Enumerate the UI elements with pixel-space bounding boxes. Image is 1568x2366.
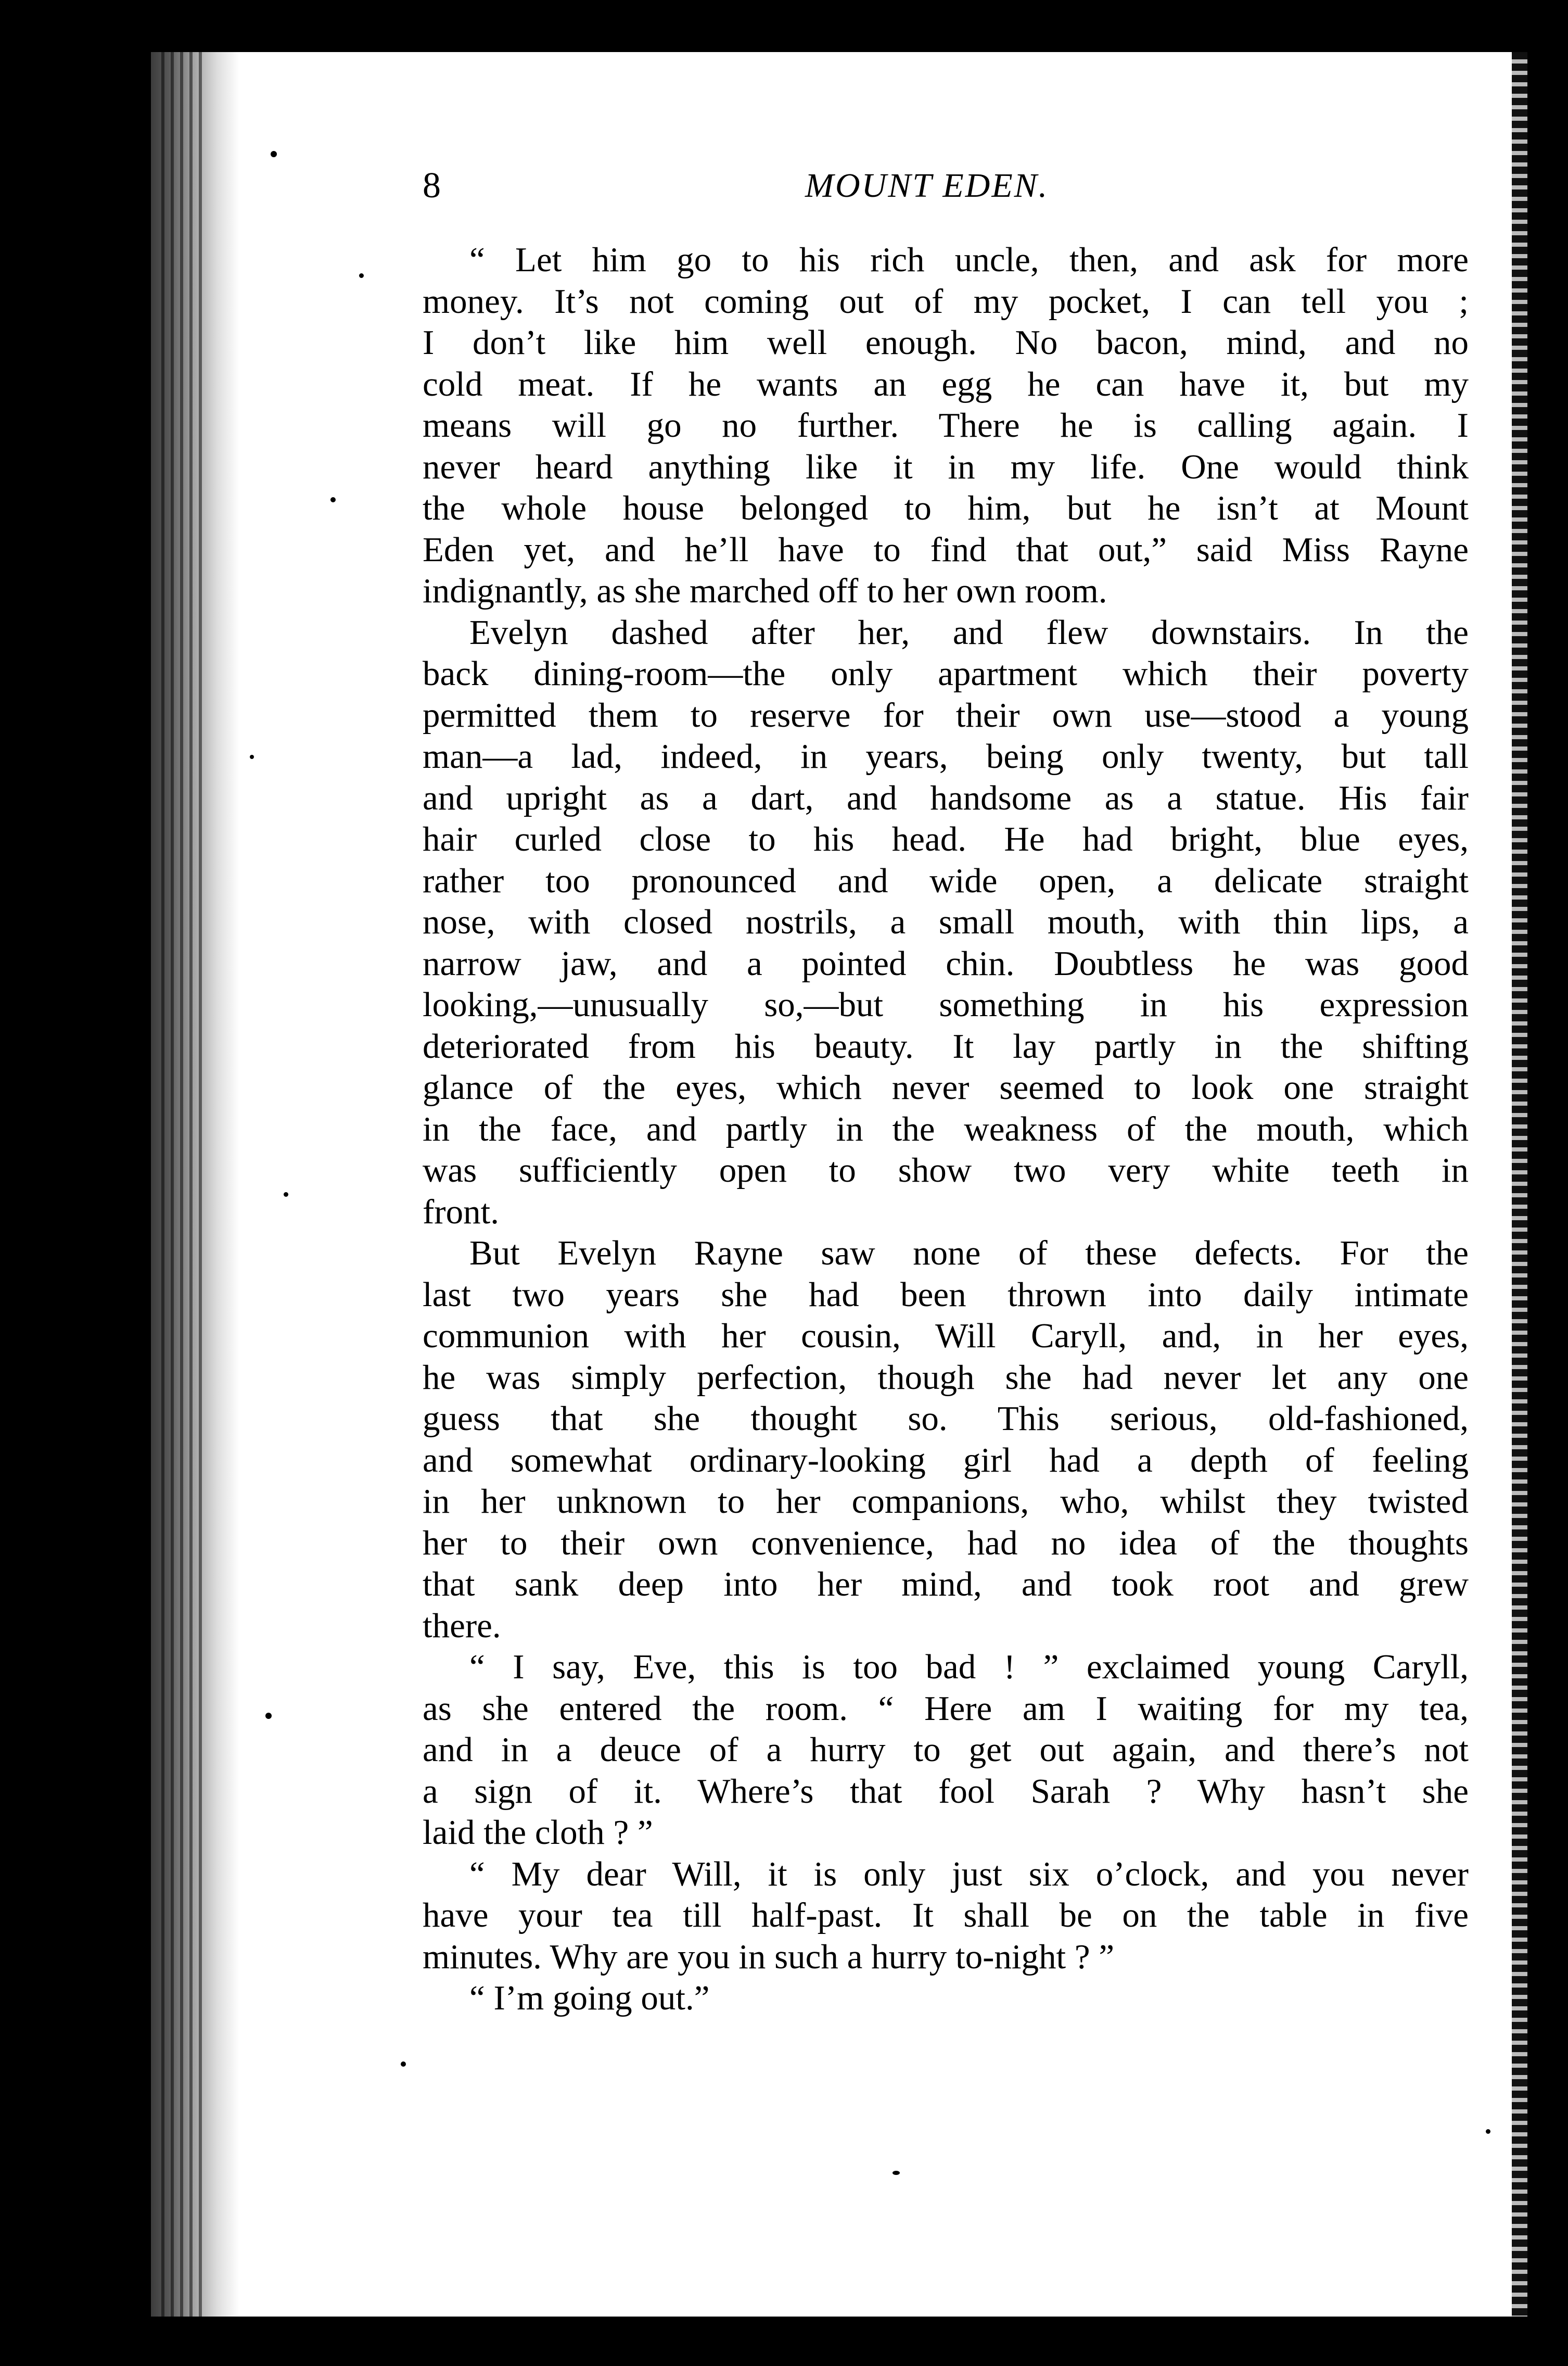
text-line: permitted them to reserve for their own use—stood a young — [423, 695, 1469, 735]
text-line: means will go no further. There he is calling again. I — [423, 406, 1469, 445]
scan-speck — [250, 755, 254, 759]
text-line: and somewhat ordinary-looking girl had a depth of feeling — [423, 1440, 1469, 1479]
text-line: glance of the eyes, which never seemed to look one straight — [423, 1068, 1469, 1107]
page-number: 8 — [423, 166, 441, 206]
text-line: he was simply perfection, though she had never let any one — [423, 1358, 1469, 1397]
text-line: rather too pronounced and wide open, a delicate straight — [423, 861, 1469, 900]
text-line: in the face, and partly in the weakness of the mouth, which — [423, 1109, 1469, 1148]
text-line: last two years she had been thrown into daily intimate — [423, 1275, 1469, 1314]
text-line: money. It’s not coming out of my pocket, I can tell you ; — [423, 282, 1469, 321]
running-title: MOUNT EDEN. — [805, 167, 1049, 205]
scan-speck — [330, 497, 336, 502]
page-gutter-edges — [161, 52, 208, 2317]
text-line: have your tea till half-past. It shall be on the table in five — [423, 1896, 1469, 1934]
text-line: communion with her cousin, Will Caryll, and, in her eyes, — [423, 1317, 1469, 1355]
text-line: and in a deuce of a hurry to get out again, and there’s not — [423, 1730, 1469, 1769]
text-line: and upright as a dart, and handsome as a statue. His fair — [423, 778, 1469, 817]
text-line: in her unknown to her companions, who, whilst they twisted — [423, 1482, 1469, 1521]
text-line: was sufficiently open to show two very white teeth in — [423, 1151, 1469, 1190]
text-line: cold meat. If he wants an egg he can have it, but my — [423, 364, 1469, 403]
text-line: narrow jaw, and a pointed chin. Doubtless he was good — [423, 944, 1469, 983]
scan-speck — [359, 273, 364, 278]
text-line: nose, with closed nostrils, a small mouth, with thin lips, a — [423, 903, 1469, 941]
text-line: there. — [423, 1606, 501, 1645]
text-line: Evelyn dashed after her, and flew downstairs. In the — [469, 613, 1469, 652]
body-text — [423, 239, 1469, 2019]
text-line: But Evelyn Rayne saw none of these defects. For the — [469, 1234, 1469, 1272]
text-line: hair curled close to his head. He had bright, blue eyes, — [423, 820, 1469, 858]
text-line: back dining-room—the only apartment which their poverty — [423, 654, 1469, 693]
text-line: Eden yet, and he’ll have to find that out,” said Miss Rayne — [423, 530, 1469, 569]
text-line: that sank deep into her mind, and took root and grew — [423, 1565, 1469, 1603]
scan-speck — [893, 2171, 900, 2175]
text-line: minutes. Why are you in such a hurry to-night ? ” — [423, 1937, 1115, 1976]
text-line: I don’t like him well enough. No bacon, mind, and no — [423, 323, 1469, 362]
scan-speck — [284, 1192, 288, 1197]
text-line: the whole house belonged to him, but he isn’t at Mount — [423, 489, 1469, 527]
text-line: indignantly, as she marched off to her own room. — [423, 572, 1107, 610]
text-line: “ My dear Will, it is only just six o’clock, and you never — [469, 1854, 1469, 1893]
text-line: a sign of it. Where’s that fool Sarah ? Why hasn’t she — [423, 1772, 1469, 1811]
text-line: deteriorated from his beauty. It lay partly in the shifting — [423, 1027, 1469, 1066]
text-line: laid the cloth ? ” — [423, 1813, 653, 1852]
page-header — [423, 162, 1276, 209]
scan-speck — [265, 1713, 272, 1719]
text-line: “ I’m going out.” — [469, 1979, 710, 2017]
page-fore-edge — [1512, 52, 1527, 2317]
text-line: her to their own convenience, had no idea of the thoughts — [423, 1523, 1469, 1562]
text-line: “ Let him go to his rich uncle, then, and ask for more — [469, 241, 1469, 279]
scan-speck — [1486, 2129, 1490, 2134]
scan-speck — [271, 151, 277, 157]
text-line: looking,—unusually so,—but something in his expression — [423, 985, 1469, 1024]
text-line: front. — [423, 1192, 499, 1231]
text-line: as she entered the room. “ Here am I waiting for my tea, — [423, 1689, 1469, 1728]
text-line: never heard anything like it in my life. One would think — [423, 447, 1469, 486]
text-line: “ I say, Eve, this is too bad ! ” exclaimed young Caryll, — [469, 1648, 1469, 1686]
scan-speck — [401, 2061, 406, 2067]
text-line: guess that she thought so. This serious, old-fashioned, — [423, 1399, 1469, 1438]
text-line: man—a lad, indeed, in years, being only twenty, but tall — [423, 737, 1469, 776]
